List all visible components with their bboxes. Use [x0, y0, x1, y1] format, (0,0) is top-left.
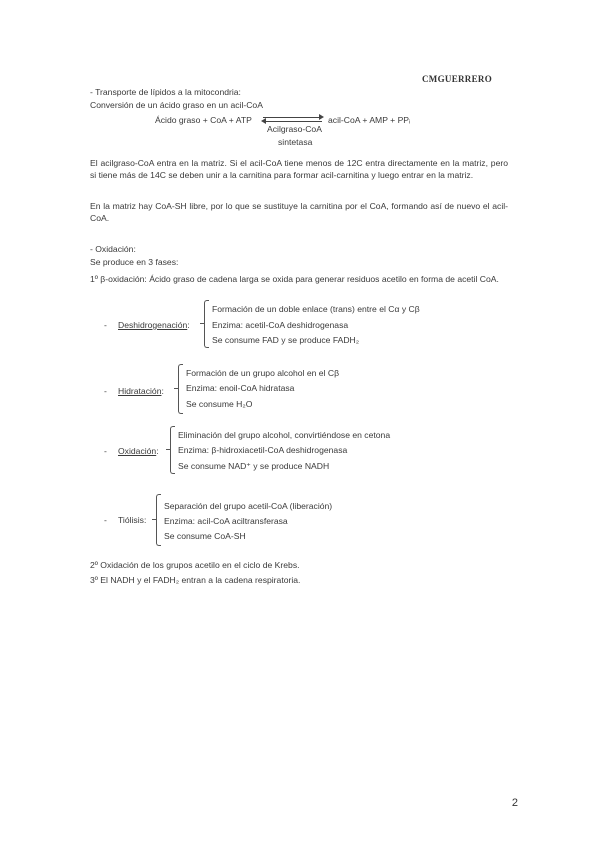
brace-icon [178, 364, 183, 414]
brace-icon [204, 300, 209, 348]
transport-heading: - Transporte de lípidos a la mitocondria: [90, 87, 241, 97]
step-label: Oxidación [118, 446, 157, 456]
step-dash: - [104, 386, 107, 396]
coa-paragraph: En la matriz hay CoA-SH libre, por lo que se sustituye la carnitina por el CoA, formando así de nuevo el acil-CoA. [90, 201, 508, 224]
phase-2: 2º Oxidación de los grupos acetilo en el ciclo de Krebs. [90, 560, 300, 570]
step-detail: Se consume FAD y se produce FADH₂ [212, 335, 360, 345]
reverse-arrow-line [265, 121, 322, 122]
step-dash: - [104, 515, 107, 525]
conversion-line: Conversión de un ácido graso en un acil-CoA [90, 100, 263, 110]
enzyme-name-2: sintetasa [278, 137, 313, 147]
reaction-reactants: Ácido graso + CoA + ATP [155, 115, 252, 125]
step-detail: Enzima: acil-CoA aciltransferasa [164, 516, 288, 526]
step-dash: - [104, 446, 107, 456]
oxidation-heading: - Oxidación: [90, 244, 136, 254]
forward-arrow-line [263, 117, 320, 118]
step-detail: Se consume NAD⁺ y se produce NADH [178, 461, 330, 471]
step-colon: : [156, 446, 159, 456]
enzyme-name: Acilgraso-CoA [267, 124, 322, 134]
brace-tip [166, 449, 170, 450]
step-detail: Formación de un grupo alcohol en el Cβ [186, 368, 340, 378]
phase-1: 1º β-oxidación: Ácido graso de cadena larga se oxida para generar residuos acetilo en forma de acetil CoA. [90, 274, 499, 284]
carnitine-paragraph: El acilgraso-CoA entra en la matriz. Si el acil-CoA tiene menos de 12C entra directamente en la matriz, pero si tiene más de 14C se deben unir a la carnitina para formar acil-carnitina y luego entrar en la matriz. [90, 158, 508, 181]
step-detail: Enzima: acetil-CoA deshidrogenasa [212, 320, 349, 330]
brace-icon [156, 494, 161, 546]
step-detail: Formación de un doble enlace (trans) entre el Cα y Cβ [212, 304, 420, 314]
step-label: Deshidrogenación [118, 320, 188, 330]
step-detail: Enzima: β-hidroxiacetil-CoA deshidrogenasa [178, 445, 348, 455]
step-detail: Eliminación del grupo alcohol, convirtiéndose en cetona [178, 430, 391, 440]
brace-icon [170, 426, 175, 474]
step-detail: Enzima: enoil-CoA hidratasa [186, 383, 295, 393]
step-label: Tiólisis [118, 515, 144, 525]
reverse-arrow-head-icon [261, 118, 266, 124]
brace-tip [174, 388, 178, 389]
step-detail: Se consume H₂O [186, 399, 253, 409]
phase-3: 3º El NADH y el FADH₂ entran a la cadena respiratoria. [90, 575, 301, 585]
header-author: CMGUERRERO [422, 74, 492, 84]
step-label: Hidratación [118, 386, 162, 396]
step-dash: - [104, 320, 107, 330]
step-colon: : [143, 515, 147, 525]
step-detail: Separación del grupo acetil-CoA (liberación) [164, 501, 333, 511]
forward-arrow-head-icon [319, 114, 324, 120]
step-detail: Se consume CoA-SH [164, 531, 246, 541]
page-number: 2 [511, 797, 518, 809]
reaction-products: acil-CoA + AMP + PPᵢ [328, 115, 411, 125]
step-colon: : [161, 386, 164, 396]
phases-intro: Se produce en 3 fases: [90, 257, 179, 267]
brace-tip [200, 323, 204, 324]
brace-tip [152, 519, 156, 520]
step-colon: : [187, 320, 190, 330]
